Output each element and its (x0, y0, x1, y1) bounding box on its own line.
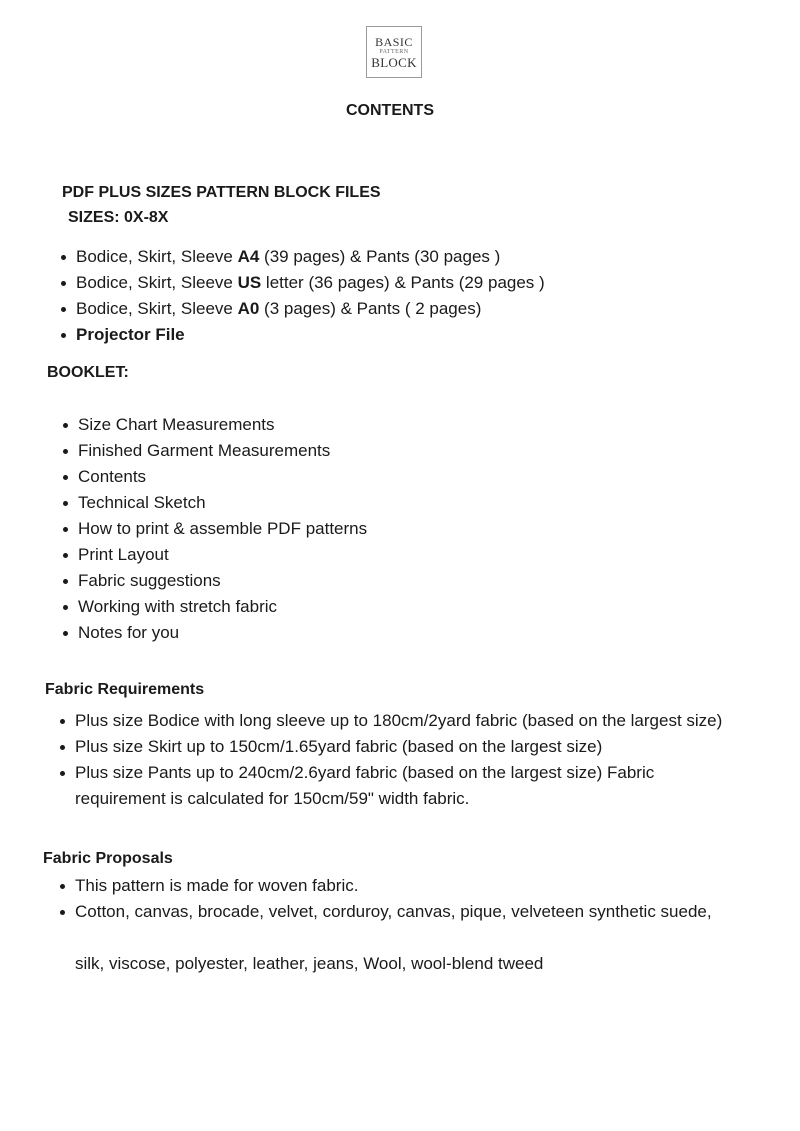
list-item: This pattern is made for woven fabric. (57, 873, 737, 899)
list-item: Bodice, Skirt, Sleeve A4 (39 pages) & Pants (30 pages ) (58, 244, 545, 270)
fabric-proposals-continuation: silk, viscose, polyester, leather, jeans, Wool, wool-blend tweed (75, 954, 544, 973)
list-item: Notes for you (60, 620, 367, 646)
list-item: Fabric suggestions (60, 568, 367, 594)
list-item: Working with stretch fabric (60, 594, 367, 620)
list-item: Finished Garment Measurements (60, 438, 367, 464)
logo-line-1: BASIC (375, 34, 413, 49)
list-item: Plus size Bodice with long sleeve up to 180cm/2yard fabric (based on the largest size) (57, 708, 737, 734)
list-item: Bodice, Skirt, Sleeve A0 (3 pages) & Pants ( 2 pages) (58, 296, 545, 322)
list-item: Plus size Pants up to 240cm/2.6yard fabric (based on the largest size) Fabric requirement is calculated for 150cm/59" width fabric. (57, 760, 737, 812)
fabric-proposals-list (57, 873, 737, 925)
list-item: Cotton, canvas, brocade, velvet, corduroy, canvas, pique, velveteen synthetic suede, (57, 899, 737, 925)
fabric-requirements-list (57, 708, 737, 812)
list-item: Print Layout (60, 542, 367, 568)
booklet-list (60, 412, 367, 646)
logo-line-2: PATTERN (379, 48, 409, 55)
booklet-heading: BOOKLET: (47, 364, 129, 381)
list-item: Bodice, Skirt, Sleeve US letter (36 pages) & Pants (29 pages ) (58, 270, 545, 296)
brand-logo (366, 26, 422, 78)
sizes-range: SIZES: 0X-8X (68, 209, 169, 226)
list-item: Contents (60, 464, 367, 490)
fabric-requirements-heading: Fabric Requirements (45, 681, 205, 698)
fabric-proposals-heading: Fabric Proposals (43, 850, 173, 867)
pdf-files-list (58, 244, 545, 348)
pdf-files-heading: PDF PLUS SIZES PATTERN BLOCK FILES (62, 184, 381, 201)
logo-line-3: BLOCK (371, 54, 417, 70)
page-title: CONTENTS (346, 102, 434, 119)
list-item: Technical Sketch (60, 490, 367, 516)
list-item: How to print & assemble PDF patterns (60, 516, 367, 542)
list-item: Plus size Skirt up to 150cm/1.65yard fabric (based on the largest size) (57, 734, 737, 760)
list-item: Size Chart Measurements (60, 412, 367, 438)
list-item: Projector File (58, 322, 545, 348)
